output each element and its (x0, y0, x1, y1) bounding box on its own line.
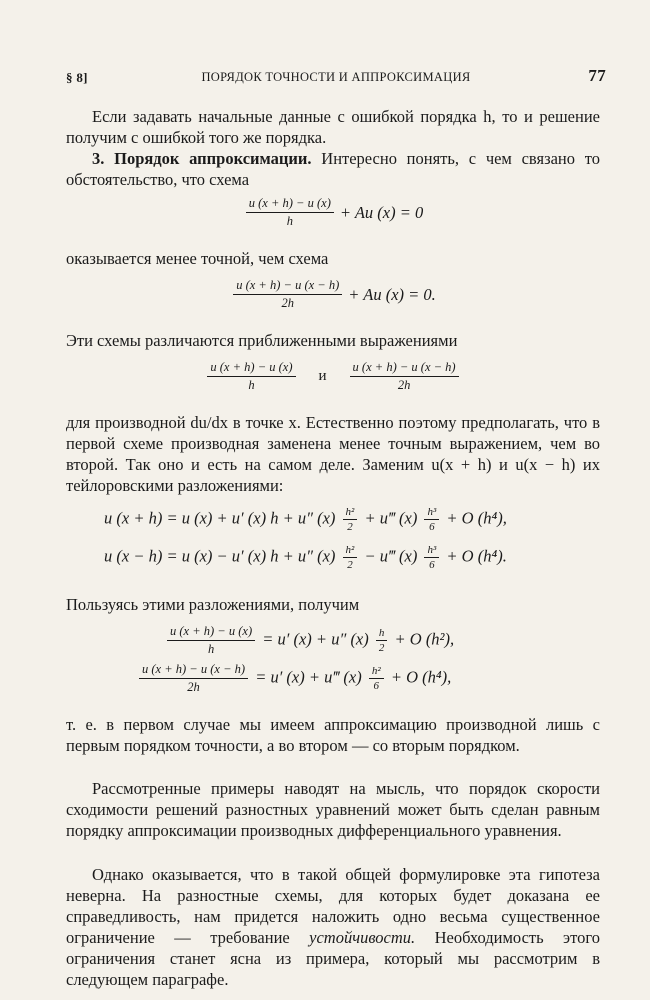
fraction-denominator: 2h (397, 378, 411, 392)
equation-first-order (66, 624, 650, 657)
equation-rest: + O (h⁴). (446, 546, 507, 566)
running-title: ПОРЯДОК ТОЧНОСТИ И АППРОКСИМАЦИЯ (201, 70, 471, 84)
paragraph-text: Интересно понять, с чем связано то обстоятельство, что схема (66, 149, 600, 189)
paragraph-using-expansions: Пользуясь этими разложениями, получим (66, 595, 360, 614)
fraction-denominator: 2h (187, 680, 200, 694)
fraction-numerator: u (x + h) − u (x − h) (233, 278, 342, 295)
equation-taylor-plus (66, 506, 638, 533)
fraction-numerator: h (376, 627, 388, 641)
equation-scheme-1 (66, 196, 600, 229)
equation-rest: + O (h²), (394, 629, 455, 649)
equation-mid: − u‴ (x) (364, 546, 418, 566)
fraction (424, 506, 439, 533)
fraction-numerator: h² (343, 544, 358, 558)
running-header (66, 66, 606, 90)
fraction (424, 544, 439, 571)
equation-rest: + Au (x) = 0 (339, 202, 424, 222)
equation-mid: + u‴ (x) (364, 508, 418, 528)
fraction-denominator: h (248, 378, 255, 392)
fraction (139, 662, 248, 695)
equation-mid: = u′ (x) + u″ (x) (262, 629, 369, 649)
fraction (207, 360, 295, 393)
fraction-numerator: h² (369, 665, 384, 679)
fraction-numerator: h³ (424, 506, 439, 520)
equation-second-order (66, 662, 650, 695)
fraction (376, 627, 388, 654)
fraction (167, 624, 255, 657)
section-mark: § 8] (66, 70, 88, 85)
conjunction: и (318, 368, 327, 384)
fraction-numerator: u (x + h) − u (x − h) (350, 360, 459, 377)
paragraph-less-accurate: оказывается менее точной, чем схема (66, 249, 329, 268)
paragraph-approximation-order (66, 148, 600, 190)
page-number: 77 (588, 66, 606, 85)
emphasis-stability: устойчивости. (309, 928, 416, 947)
fraction (343, 506, 358, 533)
fraction-numerator: u (x + h) − u (x) (207, 360, 295, 377)
paragraph-stability-requirement (66, 864, 600, 990)
equation-taylor-minus (66, 544, 638, 571)
fraction-denominator: h (286, 214, 293, 228)
subsection-heading: 3. Порядок аппроксимации. (92, 149, 312, 168)
equation-lhs: u (x + h) = u (x) + u′ (x) h + u″ (x) (104, 508, 336, 528)
fraction-denominator: 2 (378, 642, 385, 654)
fraction-denominator: h (207, 642, 215, 656)
fraction-numerator: h³ (424, 544, 439, 558)
equation-approximations (66, 360, 600, 393)
paragraph-derivative: для производной du/dx в точке x. Естественно поэтому предполагать, что в первой схеме производная заменена менее точным выражением, чем во второй. Так оно и есть на самом деле. Заменим u(x + h) и u(x − h) их тейлоровскими разложениями: (66, 413, 600, 495)
equation-rest: + Au (x) = 0. (348, 284, 436, 304)
equation-mid: = u′ (x) + u‴ (x) (255, 667, 362, 687)
fraction-denominator: 2h (281, 296, 294, 310)
paragraph-schemes-differ: Эти схемы различаются приближенными выражениями (66, 331, 458, 350)
fraction-numerator: h² (343, 506, 358, 520)
paragraph-first-order-conclusion: т. е. в первом случае мы имеем аппроксимацию производной лишь с первым порядком точности, а во втором — со вторым порядком. (66, 715, 600, 755)
equation-rest: + O (h⁴), (446, 508, 507, 528)
paragraph-convergence-hypothesis: Рассмотренные примеры наводят на мысль, что порядок скорости сходимости решений разностных уравнений может быть сделан равным порядку аппроксимации производных дифференциального уравнения. (66, 779, 600, 840)
fraction-denominator: 6 (429, 559, 435, 571)
fraction-denominator: 6 (373, 680, 380, 692)
equation-rest: + O (h⁴), (390, 667, 452, 687)
fraction (246, 196, 334, 229)
paragraph-text: Необходимость этого ограничения станет ясна из примера, который мы рассмотрим в следующем параграфе. (66, 928, 600, 989)
fraction (350, 360, 459, 393)
fraction-numerator: u (x + h) − u (x − h) (139, 662, 248, 679)
fraction (369, 665, 384, 692)
fraction-denominator: 2 (347, 559, 353, 571)
fraction-denominator: 2 (347, 521, 353, 533)
fraction-numerator: u (x + h) − u (x) (246, 196, 334, 213)
equation-scheme-2 (66, 278, 600, 311)
fraction-numerator: u (x + h) − u (x) (167, 624, 255, 641)
paragraph-initial-error: Если задавать начальные данные с ошибкой порядка h, то и решение получим с ошибкой того же порядка. (66, 107, 600, 147)
fraction (343, 544, 358, 571)
equation-lhs: u (x − h) = u (x) − u′ (x) h + u″ (x) (104, 546, 336, 566)
fraction-denominator: 6 (429, 521, 435, 533)
fraction (233, 278, 342, 311)
paragraph-text: Однако оказывается, что в такой общей формулировке эта гипотеза неверна. На разностные схемы, для которых будет доказана ее справедливость, нам придется наложить одно весьма существенное ограничение — требование (66, 865, 600, 947)
